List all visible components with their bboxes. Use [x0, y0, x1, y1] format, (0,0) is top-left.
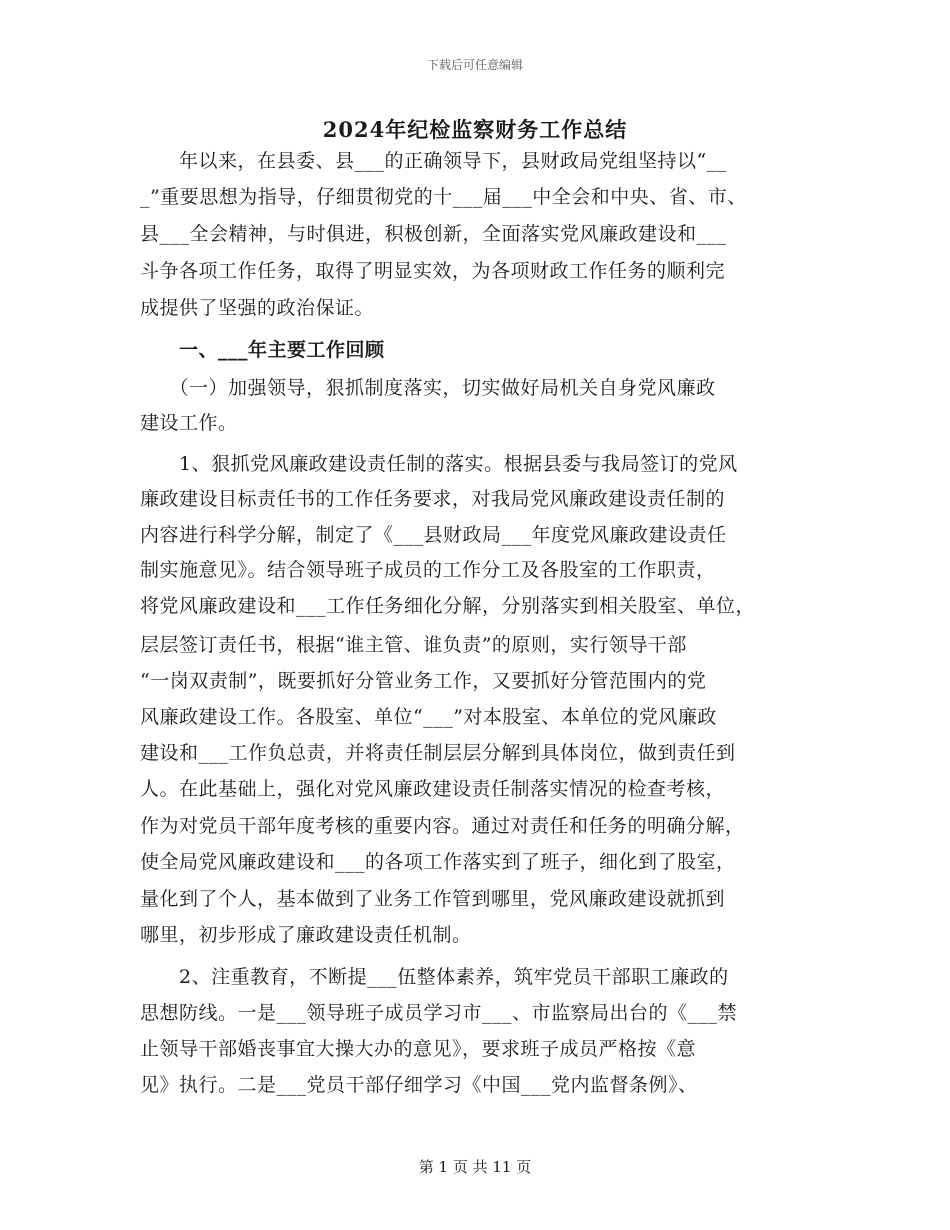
section-heading: 一、___年主要工作回顾 [140, 339, 385, 361]
body-line: 思想防线。一是___领导班子成员学习市___、市监察局出台的《___禁 [140, 1002, 738, 1024]
body-line: 建设和___工作负总责，并将责任制层层分解到具体岗位，做到责任到 [140, 742, 736, 764]
body-line: 止领导干部婚丧事宜大操大办的意见》，要求班子成员严格按《意 [140, 1038, 697, 1060]
body-line: 成提供了坚强的政治保证。 [140, 297, 375, 319]
body-line: 人。在此基础上，强化对党风廉政建设责任制落实情况的检查考核， [140, 778, 726, 800]
body-line: 层层签订责任书，根据“谁主管、谁负责”的原则，实行领导干部 [140, 634, 687, 656]
document-title: 2024年纪检监察财务工作总结 [322, 117, 628, 142]
body-line: 1、狠抓党风廉政建设责任制的落实。根据县委与我局签订的党风 [140, 453, 738, 475]
body-line: 作为对党员干部年度考核的重要内容。通过对责任和任务的明确分解， [140, 815, 745, 837]
body-line: 哪里，初步形成了廉政建设责任机制。 [140, 924, 472, 946]
body-line: 制实施意见》。结合领导班子成员的工作分工及各股室的工作职责， [140, 559, 716, 581]
body-line: 建设工作。 [140, 412, 238, 434]
body-line: 内容进行科学分解，制定了《___县财政局___年度党风廉政建设责任 [140, 524, 727, 546]
body-line: 量化到了个人，基本做到了业务工作管到哪里，党风廉政建设就抓到 [140, 888, 726, 910]
body-line: 2、注重教育，不断提___伍整体素养，筑牢党员干部职工廉政的 [140, 966, 729, 988]
body-line: 将党风廉政建设和___工作任务细化分解，分别落实到相关股室、单位， [140, 595, 756, 617]
body-line: 使全局党风廉政建设和___的各项工作落实到了班子，细化到了股室， [140, 851, 736, 873]
body-line: 年以来，在县委、县___的正确领导下，县财政局党组坚持以“__ [140, 150, 727, 172]
body-line: 廉政建设目标责任书的工作任务要求，对我局党风廉政建设责任制的 [140, 488, 726, 510]
page-number: 第 1 页 共 11 页 [418, 1158, 532, 1176]
subsection-heading: （一）加强领导，狠抓制度落实，切实做好局机关自身党风廉政 [140, 377, 716, 399]
body-line: “一岗双责制”，既要抓好分管业务工作，又要抓好分管范围内的党 [140, 670, 707, 692]
body-line: 风廉政建设工作。各股室、单位“___”对本股室、本单位的党风廉政 [140, 706, 717, 728]
body-line: 斗争各项工作任务，取得了明显实效，为各项财政工作任务的顺利完 [140, 260, 726, 282]
body-line: 见》执行。二是___党员干部仔细学习《中国___党内监督条例》、 [140, 1074, 698, 1096]
header-note: 下载后可任意编辑 [426, 58, 523, 72]
body-line: _”重要思想为指导，仔细贯彻党的十___届___中全会和中央、省、市、 [140, 186, 747, 208]
body-line: 县___全会精神，与时俱进，积极创新，全面落实党风廉政建设和___ [140, 223, 727, 245]
